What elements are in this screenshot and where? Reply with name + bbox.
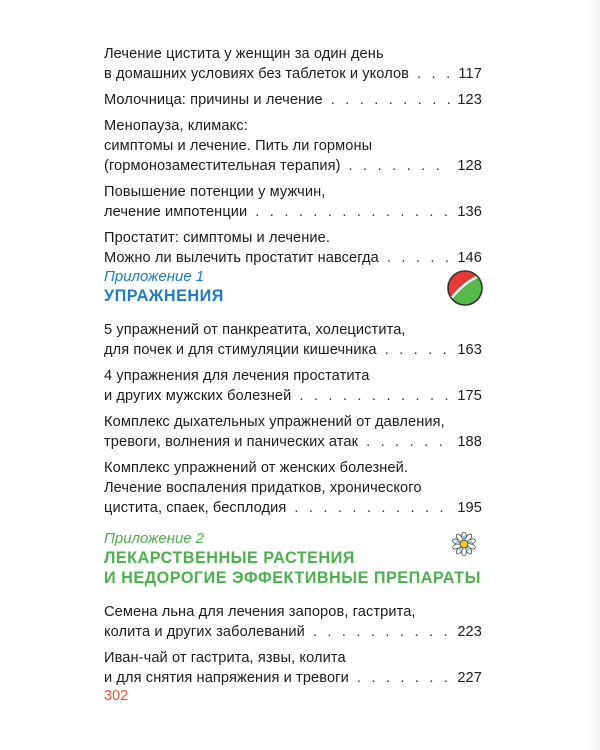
entry-line: лечение импотенции — [104, 204, 248, 220]
page-ref: 223 — [457, 624, 482, 640]
toc-list-appendix-1 — [104, 320, 482, 518]
toc-list-main — [104, 44, 482, 268]
page-ref: 175 — [457, 388, 482, 404]
entry-line: Простатит: симптомы и лечение. — [104, 230, 331, 246]
toc-entry[interactable] — [104, 458, 482, 518]
leader-dots — [417, 64, 452, 84]
leader-dots — [366, 432, 451, 452]
toc-entry[interactable] — [104, 44, 482, 84]
page-ref: 117 — [458, 66, 482, 82]
page-ref: 163 — [457, 342, 482, 358]
entry-line: и других мужских болезней — [104, 388, 292, 404]
entry-line: симптомы и лечение. Пить ли гормоны — [104, 138, 373, 154]
entry-line: тревоги, волнения и панических атак — [104, 434, 359, 450]
page-ref: 195 — [457, 500, 482, 516]
page-ref: 128 — [457, 158, 482, 174]
entry-line: (гормонозаместительная терапия) — [104, 158, 341, 174]
appendix-title-line: И НЕДОРОГИЕ ЭФФЕКТИВНЫЕ ПРЕПАРАТЫ — [104, 569, 481, 587]
toc-entry[interactable] — [104, 602, 482, 642]
page-ref: 123 — [457, 92, 482, 108]
toc-entry[interactable] — [104, 648, 482, 688]
chamomile-flower-icon — [448, 532, 480, 563]
toc-entry[interactable] — [104, 90, 482, 110]
entry-line: 4 упражнения для лечения простатита — [104, 368, 370, 384]
entry-line: Лечение цистита у женщин за один день — [104, 46, 384, 62]
toc-entry[interactable] — [104, 366, 482, 406]
leader-dots — [331, 90, 452, 110]
entry-line: Комплекс упражнений от женских болезней. — [104, 460, 409, 476]
page-edge-shadow — [588, 0, 600, 750]
page-number: 302 — [104, 688, 129, 704]
leader-dots — [255, 202, 451, 222]
page-ref: 136 — [457, 204, 482, 220]
appendix-title: УПРАЖНЕНИЯ — [104, 287, 224, 305]
leader-dots — [299, 386, 451, 406]
page-ref: 188 — [457, 434, 482, 450]
entry-line: для почек и для стимуляции кишечника — [104, 342, 377, 358]
entry-line: и для снятия напряжения и тревоги — [104, 670, 349, 686]
appendix-2-heading — [104, 530, 481, 588]
toc-entry[interactable] — [104, 116, 482, 176]
appendix-title-line: ЛЕКАРСТВЕННЫЕ РАСТЕНИЯ — [104, 549, 355, 567]
entry-line: Повышение потенции у мужчин, — [104, 184, 326, 200]
leader-dots — [385, 340, 452, 360]
page-ref: 146 — [457, 250, 482, 266]
toc-entry[interactable] — [104, 320, 482, 360]
leader-dots — [349, 156, 452, 176]
entry-line: колита и других заболеваний — [104, 624, 305, 640]
entry-line: 5 упражнений от панкреатита, холецистита, — [104, 322, 406, 338]
entry-line: в домашних условиях без таблеток и уколов — [104, 66, 410, 82]
entry-line: Иван-чай от гастрита, язвы, колита — [104, 650, 346, 666]
page-ref: 227 — [457, 670, 482, 686]
ball-icon — [447, 270, 483, 311]
leader-dots — [294, 498, 451, 518]
entry-line: Лечение воспаления придатков, хронического — [104, 480, 422, 496]
appendix-1-heading — [104, 268, 224, 306]
leader-dots — [387, 248, 451, 268]
entry-line: Менопауза, климакс: — [104, 118, 248, 134]
leader-dots — [357, 668, 452, 688]
appendix-label: Приложение 1 — [104, 268, 205, 285]
entry-line: Семена льна для лечения запоров, гастрита, — [104, 604, 416, 620]
leader-dots — [313, 622, 451, 642]
entry-line: цистита, спаек, бесплодия — [104, 500, 287, 516]
toc-entry[interactable] — [104, 182, 482, 222]
toc-list-appendix-2 — [104, 602, 482, 688]
entry-line: Молочница: причины и лечение — [104, 92, 323, 108]
toc-entry[interactable] — [104, 228, 482, 268]
toc-entry[interactable] — [104, 412, 482, 452]
appendix-label: Приложение 2 — [104, 530, 205, 547]
entry-line: Можно ли вылечить простатит навсегда — [104, 250, 379, 266]
entry-line: Комплекс дыхательных упражнений от давления, — [104, 414, 445, 430]
